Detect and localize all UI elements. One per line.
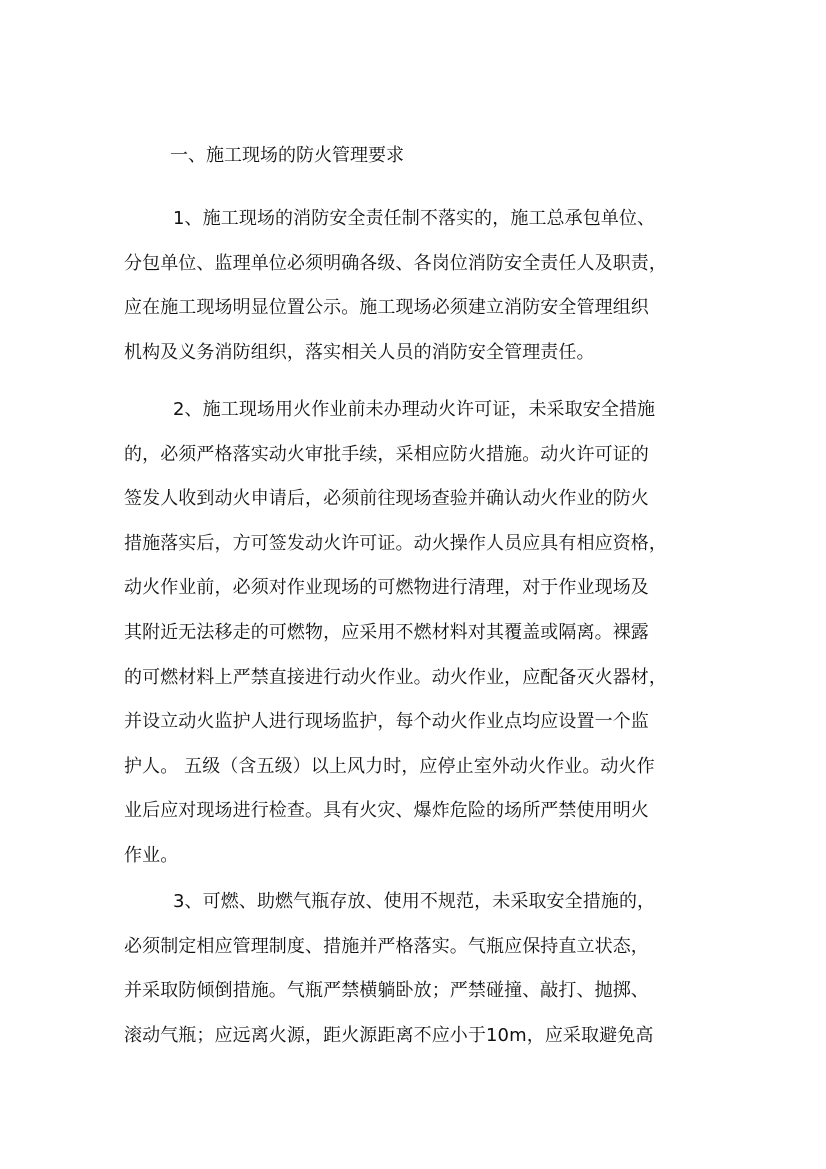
paragraph-3 — [124, 880, 714, 1058]
paragraph-line: 机构及义务消防组织，落实相关人员的消防安全管理责任。 — [124, 341, 595, 363]
paragraph-line: 业后应对现场进行检查。具有火灾、爆炸危险的场所严禁使用明火 — [124, 800, 649, 822]
paragraph-line: 护人。 五级（含五级）以上风力时，应停止室外动火作业。动火作 — [124, 755, 655, 777]
paragraph-line: 其附近无法移走的可燃物，应采用不燃材料对其覆盖或隔离。裸露 — [124, 621, 649, 643]
paragraph-line: 分包单位、监理单位必须明确各级、各岗位消防安全责任人及职责， — [124, 252, 667, 274]
paragraph-line: 1、施工现场的消防安全责任制不落实的，施工总承包单位、 — [173, 208, 656, 229]
paragraph-line: 2、施工现场用火作业前未办理动火许可证，未采取安全措施 — [173, 399, 656, 420]
paragraph-line: 必须制定相应管理制度、措施并严格落实。气瓶应保持直立状态， — [124, 935, 649, 957]
paragraph-line: 的可燃材料上严禁直接进行动火作业。动火作业，应配备灭火器材， — [124, 666, 667, 688]
paragraph-line: 滚动气瓶；应远离火源，距火源距离不应小于10m，应采取避免高 — [124, 1024, 654, 1046]
paragraph-1 — [124, 197, 714, 375]
section-heading: 一、施工现场的防火管理要求 — [170, 145, 404, 166]
paragraph-line: 3、可燃、助燃气瓶存放、使用不规范，未采取安全措施的， — [173, 891, 656, 912]
paragraph-line: 作业。 — [124, 844, 179, 866]
paragraph-line: 应在施工现场明显位置公示。施工现场必须建立消防安全管理组织 — [124, 297, 649, 319]
paragraph-line: 措施落实后，方可签发动火许可证。动火操作人员应具有相应资格， — [124, 532, 667, 554]
paragraph-line: 动火作业前，必须对作业现场的可燃物进行清理，对于作业现场及 — [124, 577, 649, 599]
paragraph-line: 并采取防倾倒措施。气瓶严禁横躺卧放；严禁碰撞、敲打、抛掷、 — [124, 980, 649, 1002]
paragraph-line: 签发人收到动火申请后，必须前往现场查验并确认动火作业的防火 — [124, 488, 649, 510]
paragraph-line: 并设立动火监护人进行现场监护，每个动火作业点均应设置一个监 — [124, 711, 649, 733]
paragraph-2 — [124, 388, 714, 879]
paragraph-line: 的，必须严格落实动火审批手续，采相应防火措施。动火许可证的 — [124, 443, 649, 465]
